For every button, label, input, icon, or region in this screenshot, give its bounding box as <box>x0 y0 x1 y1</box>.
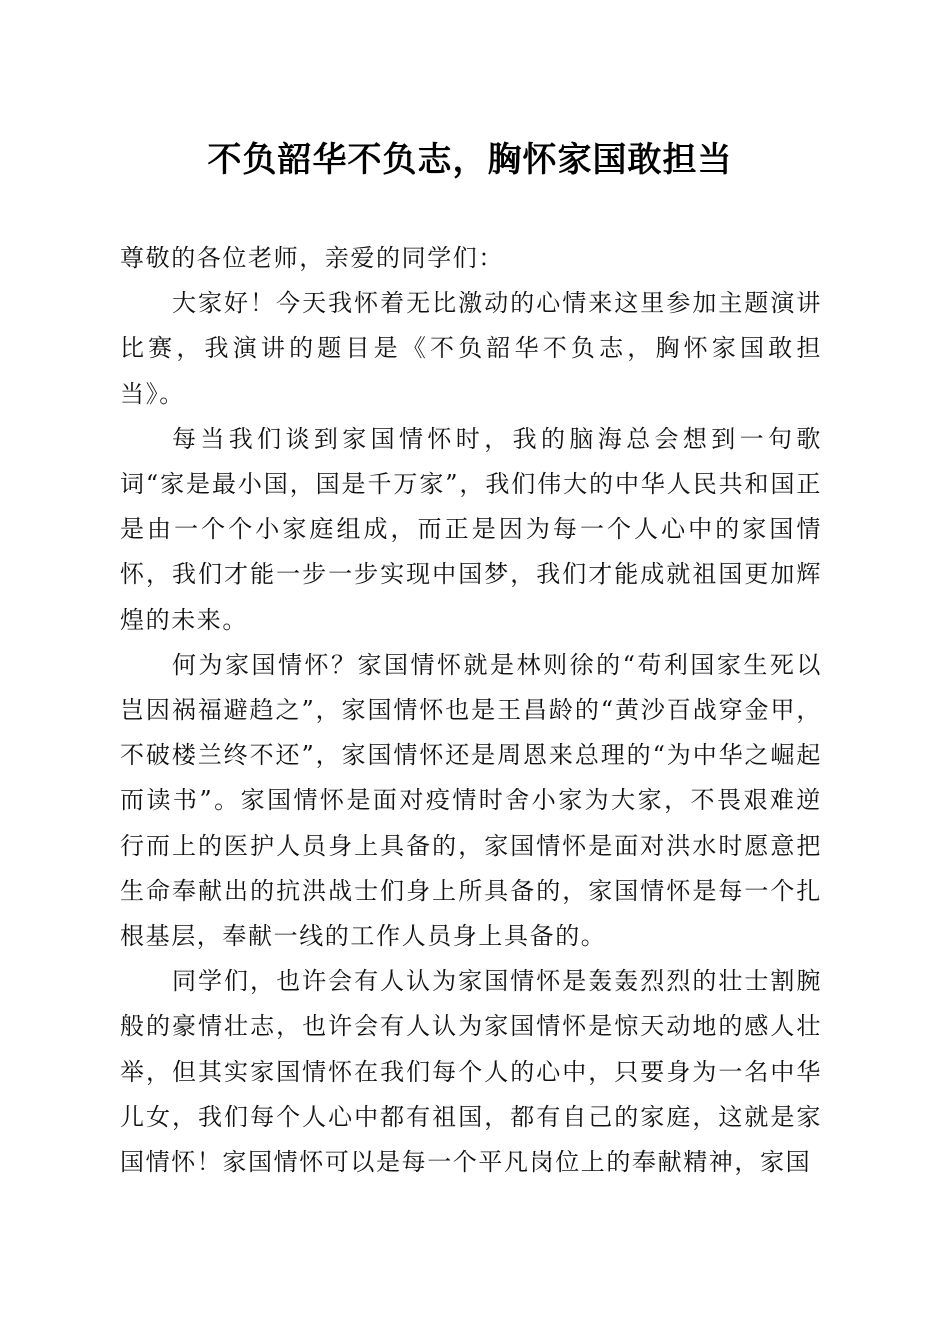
salutation: 尊敬的各位老师，亲爱的同学们： <box>120 244 504 272</box>
paragraph-definition: 何为家国情怀？家国情怀就是林则徐的“苟利国家生死以岂因祸福避趋之”，家国情怀也是王昌龄的“黄沙百战穿金甲，不破楼兰终不还”，家国情怀还是周恩来总理的“为中华之崛起而读书”。家国情怀是面对疫情时舍小家为大家，不畏艰难逆行而上的医护人员身上具备的，家国情怀是面对洪水时愿意把生命奉献出的抗洪战士们身上所具备的，家国情怀是每一个扎根基层，奉献一线的工作人员身上具备的。 <box>120 650 822 951</box>
paragraph-greeting: 大家好！今天我怀着无比激动的心情来这里参加主题演讲比赛，我演讲的题目是《不负韶华不负志，胸怀家国敢担当》。 <box>120 289 822 408</box>
document-body <box>120 236 822 1185</box>
paragraph-family-nation: 每当我们谈到家国情怀时，我的脑海总会想到一句歌词“家是最小国，国是千万家”，我们伟大的中华人民共和国正是由一个个小家庭组成，而正是因为每一个人心中的家国情怀，我们才能一步一步实现中国梦，我们才能成就祖国更加辉煌的未来。 <box>120 424 822 634</box>
document-title: 不负韶华不负志，胸怀家国敢担当 <box>207 140 733 180</box>
paragraph-classmates: 同学们，也许会有人认为家国情怀是轰轰烈烈的壮士割腕般的豪情壮志，也许会有人认为家国情怀是惊天动地的感人壮举，但其实家国情怀在我们每个人的心中，只要身为一名中华儿女，我们每个人心中都有祖国，都有自己的家庭，这就是家国情怀！家国情怀可以是每一个平凡岗位上的奉献精神，家国 <box>120 967 822 1177</box>
